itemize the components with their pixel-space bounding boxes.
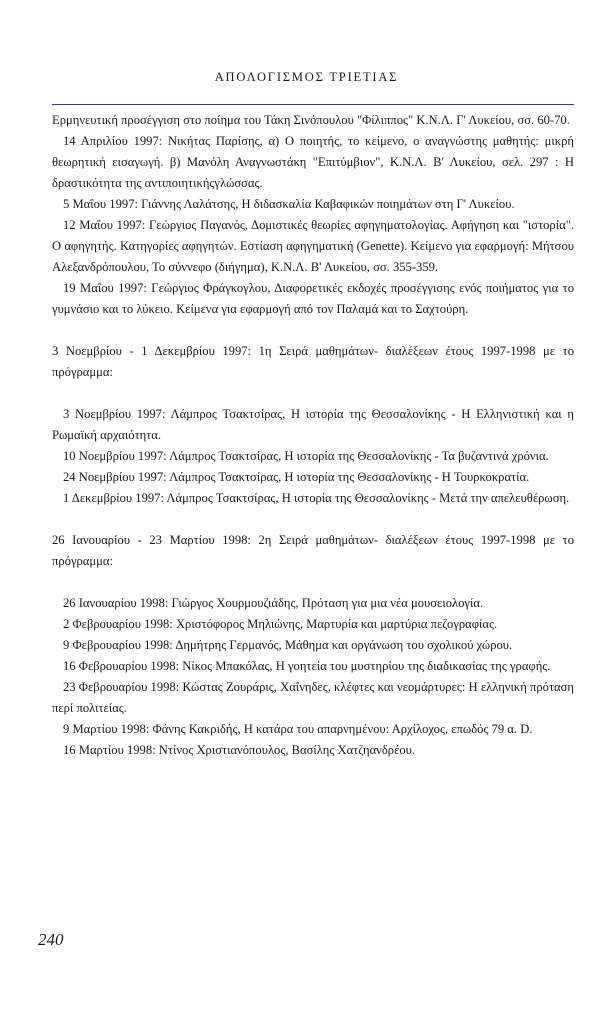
lecture-entry: 24 Νοεμβρίου 1997: Λάμπρος Τσακτσίρας, Η ιστορία της Θεσσαλονίκης - Η Τουρκοκρατία. <box>63 470 530 484</box>
paragraph: 12 Μαΐου 1997: Γεώργιος Παγανός, Δομιστικές θεωρίες αφηγηματολογίας. Αφήγηση και "ιστορία". Ο αφηγητής. Κατηγορίες αφηγητών. Εστίαση αφηγηματική (Genette). Κείμενο για εφαρμογή: Μήτσου Αλεξανδρόπουλου, Το σύννεφο (διήγημα), Κ.Ν.Λ. Β' Λυκείου, σσ. 355-359. <box>52 218 574 274</box>
lecture-entry: 16 Μαρτίου 1998: Ντίνος Χριστιανόπουλος, Βασίλης Χατζηανδρέου. <box>63 743 416 757</box>
page-body <box>52 110 574 761</box>
lecture-entry: 2 Φεβρουαρίου 1998: Χριστόφορος Μηλιώνης, Μαρτυρία και μαρτύρια πεζογραφίας. <box>63 617 498 631</box>
series-heading: 3 Νοεμβρίου - 1 Δεκεμβρίου 1997: 1η Σειρά μαθημάτων- διαλέξεων έτους 1997-1998 με το πρόγραμμα: <box>52 344 574 379</box>
lecture-entry: 10 Νοεμβρίου 1997: Λάμπρος Τσακτσίρας, Η ιστορία της Θεσσαλονίκης - Τα βυζαντινά χρόνια. <box>63 449 549 463</box>
running-header: ΑΠΟΛΟΓΙΣΜΟΣ ΤΡΙΕΤΙΑΣ <box>214 70 399 84</box>
page-number: 240 <box>38 930 64 949</box>
lecture-entry: 16 Φεβρουαρίου 1998: Νίκος Μπακόλας, Η γοητεία του μυστηρίου της διαδικασίας της γραφής. <box>63 659 551 673</box>
paragraph: 5 Μαΐου 1997: Γιάννης Λαλάτσης, Η διδασκαλία Καβαφικών ποιημάτων στη Γ' Λυκείου. <box>63 197 515 211</box>
header-rule <box>52 104 574 105</box>
lecture-entry: 23 Φεβρουαρίου 1998: Κώστας Ζουράρις, Χαΐνηδες, κλέφτες και νεομάρτυρες: Η ελληνική πρόταση περί πολιτείας. <box>52 680 574 715</box>
paragraph: 14 Απριλίου 1997: Νικήτας Παρίσης, α) Ο ποιητής, το κείμενο, ο αναγνώστης μαθητής: μικρή θεωρητική εισαγωγή. β) Μανόλη Αναγνωστάκη "Επιτύμβιον", Κ.Ν.Λ. Β' Λυκείου, σελ. 297 : Η δραστικότητα της αντιποιητικήςγλώσσας. <box>52 134 574 190</box>
paragraph: Ερμηνευτική προσέγγιση στο ποίημα του Τάκη Σινόπουλου "Φίλιππος" Κ.Ν.Λ. Γ' Λυκείου, σσ. 60-70. <box>52 113 570 127</box>
lecture-entry: 3 Νοεμβρίου 1997: Λάμπρος Τσακτσίρας, Η ιστορία της Θεσσαλονίκης - Η Ελληνιστική και η Ρωμαϊκή αρχαιότητα. <box>52 407 574 442</box>
lecture-entry: 1 Δεκεμβρίου 1997: Λάμπρος Τσακτσίρας, Η ιστορία της Θεσσαλονίκης - Μετά την απελευθέρωση. <box>63 491 570 505</box>
paragraph: 19 Μαΐου 1997: Γεώργιος Φράγκογλου, Διαφορετικές εκδοχές προσέγγισης ενός ποιήματος για το γυμνάσιο και το λύκειο. Κείμενα για εφαρμογή από τον Παλαμά και το Σαχτούρη. <box>52 281 574 316</box>
lecture-entry: 26 Ιανουαρίου 1998: Γιώργος Χουρμουζιάδης, Πρόταση για μια νέα μουσειολογία. <box>63 596 484 610</box>
lecture-entry: 9 Φεβρουαρίου 1998: Δημήτρης Γερμανός, Μάθημα και οργάνωση του σχολικού χώρου. <box>63 638 513 652</box>
lecture-entry: 9 Μαρτίου 1998: Φάνης Κακριδής, Η κατάρα του απαρνημένου: Αρχίλοχος, επωδός 79 α. D. <box>63 722 533 736</box>
series-heading: 26 Ιανουαρίου - 23 Μαρτίου 1998: 2η Σειρά μαθημάτων- διαλέξεων έτους 1997-1998 με το πρόγραμμα: <box>52 533 574 568</box>
